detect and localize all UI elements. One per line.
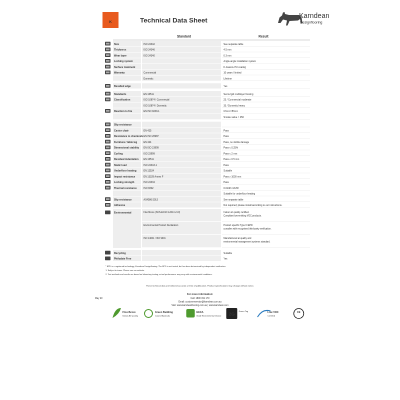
certification-subtitle: Council Australia: [155, 315, 170, 318]
recycling-row: [105, 250, 233, 255]
row-standard: ISO 24334: [143, 181, 155, 184]
row-result: Semi-rigid multilayer flooring: [223, 92, 254, 96]
row-result: Yes: [223, 85, 228, 88]
spec-icon-detail: [106, 152, 110, 154]
row-standard: Commercial: [143, 71, 157, 75]
spec-icon-detail: [106, 170, 110, 172]
row-result: Cfl-s1 / Bfl-s1: [223, 110, 238, 113]
recycling-icon: [105, 251, 111, 255]
row-standard: ISO 10874 / Commercial: [143, 98, 170, 102]
row-standard: EN 424: [143, 140, 152, 144]
label-cell: [113, 191, 141, 196]
row-label: Impact resistance: [114, 175, 136, 179]
row-label: Thickness: [114, 48, 127, 52]
row-standard: EN ISO 9239-1: [143, 110, 160, 113]
spec-icon-detail: [106, 54, 110, 56]
spec-icon-detail: [106, 49, 110, 51]
certification-name: 2G: [228, 311, 235, 317]
geca-icon: [186, 309, 195, 318]
footnote: * EPD is a registered technology, Karndean Designflooring. The EPD is not tested, but has been determined by independent verification.: [105, 266, 226, 268]
row-result: Pass ≤ 0.5 mm: [223, 158, 240, 161]
row-result: K-Guard+ PU coating: [223, 65, 246, 69]
spec-icon-detail: [106, 135, 110, 137]
row-label: Adhesive: [114, 204, 126, 207]
brand-square-mark: K: [109, 20, 112, 24]
row-standard: EN ISO 26987: [143, 135, 159, 138]
publish-date: May 20: [95, 297, 103, 300]
row-standard: ISO 24342: [143, 42, 155, 46]
spec-icon-detail: [106, 43, 110, 45]
certification-subtitle: Good Environmental Choice: [196, 315, 222, 318]
row-label: Size: [114, 42, 120, 46]
row-label: Surface treatment: [114, 65, 136, 69]
spec-icon-detail: [106, 198, 110, 200]
row-label: Warranty: [114, 71, 125, 75]
standard-cell: [142, 185, 221, 190]
spec-icon-detail: [106, 60, 110, 62]
page-title: Technical Data Sheet: [140, 17, 208, 25]
row-standard: EN 12524: [143, 169, 154, 173]
spec-icon-detail: [106, 72, 110, 74]
row-label: Locking system: [114, 60, 133, 63]
contact-email: Email: customerservice@karndean.com.au: [178, 301, 222, 304]
row-result: Smoke value < 450: [223, 115, 244, 119]
row-label: Residual indentation: [114, 158, 139, 161]
row-result: Pass: [223, 181, 229, 184]
env-result: Indoor air quality certified. Compliant low-emitting VOC products.: [223, 212, 262, 218]
recycling-result: Suitable: [223, 251, 233, 255]
certification-name: Low VOC: [267, 311, 279, 314]
env-label: Environmental: [114, 211, 132, 215]
spec-icon-detail: [106, 147, 110, 149]
row-standard: EN 16511: [143, 158, 154, 161]
certification-name: CE: [297, 311, 301, 314]
phthalate-label: Phthalate Free: [114, 257, 132, 261]
brand-square-logo: [103, 12, 119, 28]
phthalate-icon: [105, 257, 111, 261]
column-header-standard: Standard: [177, 34, 192, 39]
certification-subtitle: Certified: [267, 315, 275, 318]
row-result: 33 / Domestic heavy: [223, 104, 245, 108]
row-result: Suitable: [223, 169, 233, 173]
standard-cell: [142, 139, 221, 144]
row-label: Slip resistance: [114, 123, 132, 127]
label-cell: [113, 114, 141, 119]
env-result: Manufactured at quality and environmental management systems standard.: [223, 238, 271, 244]
certification-name: GECA: [196, 311, 204, 314]
standard-cell: [142, 58, 221, 63]
spec-icon-detail: [106, 158, 110, 160]
row-label: Castor chair: [114, 129, 129, 133]
footnote: 1. Subject to terms. Please see our website.: [105, 270, 145, 272]
spec-icon-detail: [106, 124, 110, 126]
env-standard-cell: [142, 235, 221, 247]
row-label: Reaction to fire: [114, 110, 133, 113]
row-result: 0.3 mm: [223, 54, 232, 58]
row-result: Pass ≤ 0.25%: [223, 146, 239, 150]
row-result: 0.0148 m²K/W: [223, 186, 239, 190]
column-header-result: Result: [258, 34, 269, 39]
row-result: Angle-angle installation system: [223, 60, 257, 63]
row-label: Standards: [114, 92, 127, 96]
spec-icon-detail: [106, 141, 110, 143]
row-standard: ISO 23999: [143, 152, 155, 156]
row-label: Dimensional stability: [114, 146, 140, 150]
env-standard-cell: [142, 209, 221, 221]
env-result: Product specific Type III EPD complies with recognised third-party verification.: [223, 225, 272, 231]
row-standard: EN 16511: [143, 92, 154, 96]
row-result: 23 / Commercial moderate: [223, 98, 252, 102]
row-result: Pass: [223, 163, 229, 167]
row-label: Static load: [114, 163, 127, 167]
phthalate-row: [105, 256, 228, 261]
row-result: Pass, no visible damage: [223, 140, 250, 144]
row-result: Suitable for underfloor heating: [223, 192, 256, 196]
standard-cell: [142, 156, 221, 161]
env-standard: FloorScore (SCS-EC10.3-2014 v4.0): [143, 212, 181, 214]
row-standard: EN 13329 Annex F: [143, 175, 164, 179]
row-standard: ISO 24346: [143, 48, 155, 52]
certification-subtitle: Indoor Air Quality: [122, 315, 138, 318]
phthalate-result: Yes: [223, 257, 228, 261]
row-label: Curling: [114, 152, 123, 156]
standard-cell: [142, 76, 221, 81]
spec-icon-detail: [106, 110, 110, 112]
row-result: Pass ≤ 2 mm: [223, 152, 238, 156]
standard-cell: [142, 83, 221, 88]
env-standard: Environmental Product Declaration: [143, 225, 179, 227]
standard-cell: [142, 250, 221, 255]
standard-cell: [142, 202, 221, 207]
row-result: Lifetime: [223, 77, 232, 81]
spec-icon-detail: [106, 129, 110, 131]
row-label: Locking strength: [114, 181, 135, 184]
spec-icon-detail: [106, 85, 110, 87]
row-label: Slip resistance: [114, 198, 132, 202]
label-cell: [113, 103, 141, 108]
spec-icon-detail: [106, 175, 110, 177]
standard-cell: [142, 191, 221, 196]
row-label: Thermal resistance: [114, 186, 137, 190]
row-result: 4.5 mm: [223, 48, 232, 52]
logo-tagline: Designflooring: [300, 20, 323, 25]
row-result: Pass: [223, 129, 229, 133]
standard-cell: [142, 64, 221, 69]
row-result: 10 years / limited: [223, 71, 242, 75]
standard-cell: [142, 128, 221, 133]
row-result: See separate table: [223, 198, 244, 202]
contact-heading: For more information:: [186, 293, 214, 296]
row-label: Bevelled edge: [114, 85, 131, 88]
spec-icon-detail: [106, 164, 110, 166]
logo-wordmark: Karndean: [299, 13, 330, 20]
standard-cell: [142, 114, 221, 119]
spec-icon-detail: [106, 187, 110, 189]
certification-name: Green Building: [155, 311, 173, 314]
leaf-icon: [105, 211, 111, 215]
row-result: See separate table: [223, 42, 244, 46]
row-standard: ISO 10874 / Domestic: [143, 104, 167, 108]
row-result: Pass ≥ 1000 mm: [223, 175, 242, 179]
standard-cell: [142, 91, 221, 96]
row-standard: ISO 24343-1: [143, 163, 157, 167]
row-standard: EN ISO 23999: [143, 146, 159, 150]
row-label: Furniture / table leg: [114, 140, 138, 144]
env-standard-cell: [142, 222, 221, 234]
spec-icon-detail: [106, 66, 110, 68]
footnote: 2. Test methods and results are based on laboratory testing; actual performance may vary with environmental conditions.: [105, 274, 213, 276]
contact-website: Visit: www.karndeanflooring.com.au | www.karndean.com: [171, 305, 229, 307]
row-label: Underfloor heating: [114, 169, 137, 173]
certification-subtitle: Green Tag: [238, 311, 249, 313]
row-result: Pass: [223, 135, 229, 138]
row-label: Resistance to chemicals: [114, 135, 144, 138]
row-standard: ISO 8302: [143, 186, 154, 190]
row-standard: EN 425: [143, 129, 152, 133]
row-standard: AS4586-2013: [143, 198, 158, 202]
row-label: Wear layer: [114, 54, 127, 58]
certification-name: FloorScore: [122, 311, 136, 314]
row-standard: ISO 24340: [143, 54, 155, 58]
env-standard: ISO 14001 / ISO 9001: [143, 238, 166, 240]
spec-icon-detail: [106, 93, 110, 95]
label-cell: [113, 76, 141, 81]
row-result: Not required; please install according to our instructions.: [223, 204, 283, 207]
spec-icon-detail: [106, 99, 110, 101]
spec-icon-detail: [106, 181, 110, 183]
standard-cell: [142, 122, 221, 127]
recycling-label: Recycling: [114, 251, 126, 255]
footer-disclaimer: These technical data are believed accurate at time of publication. Product specifications may change without notice.: [146, 285, 254, 288]
contact-phone: Call: 1800 331 170: [190, 298, 210, 300]
standard-cell: [142, 256, 221, 261]
row-standard: Domestic: [143, 77, 154, 81]
spec-icon-detail: [106, 204, 110, 206]
row-label: Classification: [114, 98, 131, 102]
env-label-cell: [113, 209, 141, 248]
